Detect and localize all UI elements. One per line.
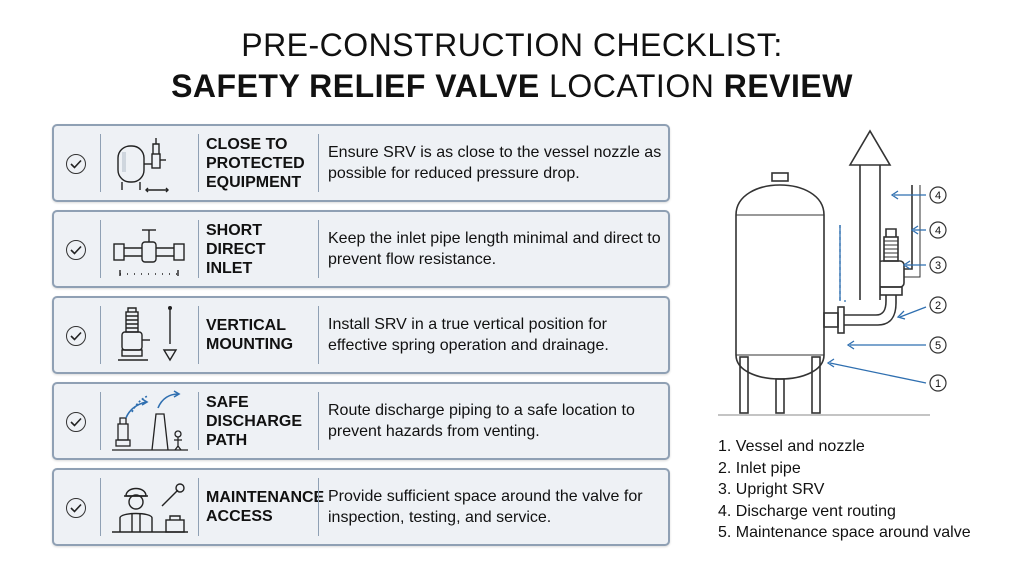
item-description: Keep the inlet pipe length minimal and direct to prevent flow resistance. (328, 230, 661, 268)
callout-4: 2 (934, 300, 942, 312)
legend-item: 5. Maintenance space around valve (718, 524, 971, 541)
maintenance-worker-icon (108, 476, 192, 540)
callout-1: 4 (934, 190, 942, 202)
vertical-plumb-icon (108, 304, 192, 368)
title-line-1: PRE-CONSTRUCTION CHECKLIST: (241, 27, 783, 63)
title-location: LOCATION (539, 68, 724, 104)
item-label: SAFE DISCHARGE PATH (206, 393, 303, 449)
checklist-item-maintenance-access (52, 468, 670, 546)
legend-item: 3. Upright SRV (718, 481, 825, 498)
diagram-legend (718, 436, 1018, 544)
title-review: REVIEW (723, 68, 853, 104)
checklist-item-vertical-mounting (52, 296, 670, 374)
check-icon (66, 326, 86, 346)
item-description: Ensure SRV is as close to the vessel nozzle as possible for reduced pressure drop. (328, 144, 662, 182)
title-srv: SAFETY RELIEF VALVE (171, 68, 540, 104)
checklist-item-safe-discharge (52, 382, 670, 460)
callout-6: 1 (934, 378, 942, 390)
checklist-item-short-inlet (52, 210, 670, 288)
vessel-srv-icon (108, 132, 192, 196)
legend-item: 4. Discharge vent routing (718, 502, 896, 520)
title-line-2 (0, 68, 1024, 105)
check-icon (66, 412, 86, 432)
item-description: Install SRV in a true vertical position for effective spring operation and drainage. (328, 316, 609, 354)
vessel-body (736, 185, 824, 379)
item-label: CLOSE TO PROTECTED EQUIPMENT (206, 135, 305, 191)
item-label: VERTICAL MOUNTING (206, 317, 294, 353)
check-icon (66, 498, 86, 518)
callout-3: 3 (934, 260, 942, 272)
legend-item: 1. Vessel and nozzle (718, 438, 865, 455)
legend-item: 2. Inlet pipe (718, 459, 801, 477)
callout-5: 5 (934, 340, 942, 352)
item-description: Route discharge piping to a safe location to prevent hazards from venting. (328, 402, 635, 440)
checklist-item-close-to-equipment (52, 124, 670, 202)
srv-layout-diagram (700, 125, 1000, 425)
item-label: MAINTENANCE ACCESS (206, 489, 325, 525)
discharge-path-icon (108, 390, 192, 454)
callout-2: 4 (934, 225, 942, 237)
item-label: SHORT DIRECT INLET (206, 221, 266, 277)
item-description: Provide sufficient space around the valve for inspection, testing, and service. (328, 488, 643, 526)
check-icon (66, 240, 86, 260)
inlet-valve-icon (108, 218, 192, 282)
check-icon (66, 154, 86, 174)
